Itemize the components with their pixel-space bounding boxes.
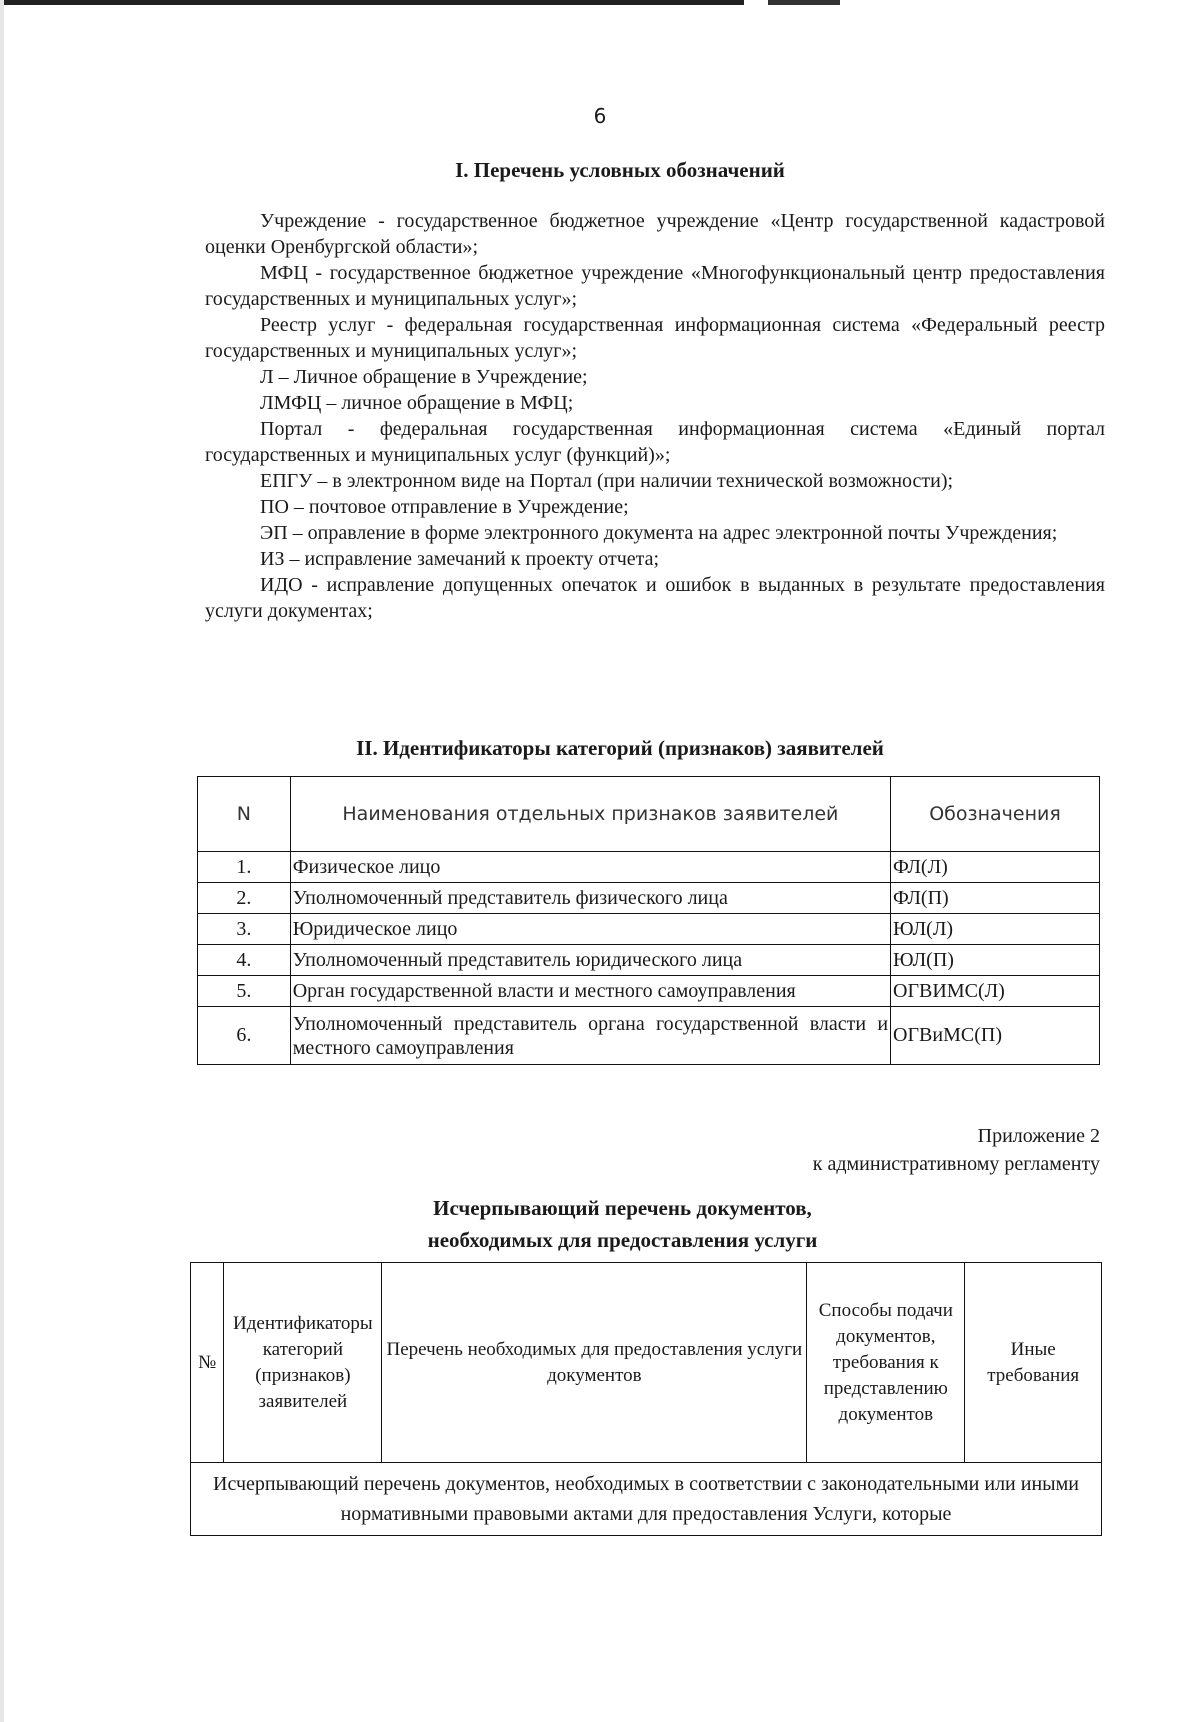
section-2-title: II. Идентификаторы категорий (признаков) заявителей (356, 736, 884, 760)
table-row (198, 1007, 1100, 1065)
table-row (198, 945, 1100, 976)
section-3-title (0, 1192, 1200, 1256)
definition-item: МФЦ - государственное бюджетное учреждение «Многофункциональный центр предоставления государственных и муниципальных услуг»; (205, 262, 1105, 310)
definition-item: ИЗ – исправление замечаний к проекту отчета; (260, 548, 660, 570)
section-1-title: I. Перечень условных обозначений (455, 158, 785, 182)
row-code: ЮЛ(П) (891, 945, 1100, 976)
page-number: 6 (593, 104, 607, 128)
table-row (198, 883, 1100, 914)
row-number: 6. (198, 1007, 291, 1065)
definition-item: Учреждение - государственное бюджетное учреждение «Центр государственной кадастровой оценки Оренбургской области»; (205, 210, 1105, 258)
definition-item: Реестр услуг - федеральная государственная информационная система «Федеральный реестр государственных и муниципальных услуг»; (205, 314, 1105, 362)
header-identifiers: Идентификаторы категорий (признаков) заявителей (224, 1263, 382, 1463)
row-number: 2. (198, 883, 291, 914)
definition-item: ЕПГУ – в электронном виде на Портал (при наличии технической возможности); (260, 470, 954, 492)
row-number: 4. (198, 945, 291, 976)
definition-item: ЛМФЦ – личное обращение в МФЦ; (260, 392, 574, 414)
table-row (198, 914, 1100, 945)
header-other-requirements: Иные требования (965, 1263, 1102, 1463)
definitions-list (205, 208, 1105, 624)
row-code: ОГВИМС(Л) (891, 976, 1100, 1007)
header-code: Обозначения (891, 777, 1100, 852)
row-number: 3. (198, 914, 291, 945)
definition-item: ИДО - исправление допущенных опечаток и ошибок в выданных в результате предоставления услуги документах; (205, 574, 1105, 622)
header-number: № (191, 1263, 224, 1463)
documents-table (190, 1262, 1102, 1536)
definition-item: Портал - федеральная государственная информационная система «Единый портал государственных и муниципальных услуг (функций)»; (205, 418, 1105, 466)
section-3-title-line: Исчерпывающий перечень документов, (433, 1196, 812, 1220)
table-row (198, 852, 1100, 883)
applicant-categories-table (197, 776, 1100, 1065)
section-3-title-line: необходимых для предоставления услуги (427, 1228, 818, 1252)
table-header-row (191, 1263, 1102, 1463)
row-name: Уполномоченный представитель органа государственной власти и местного самоуправления (290, 1007, 890, 1065)
header-number: N (198, 777, 291, 852)
row-name: Уполномоченный представитель юридического лица (290, 945, 890, 976)
merged-description-cell: Исчерпывающий перечень документов, необходимых в соответствии с законодательными или иными нормативными правовыми актами для предоставления Услуги, которые (191, 1463, 1102, 1536)
row-name: Орган государственной власти и местного самоуправления (290, 976, 890, 1007)
definition-item: ПО – почтовое отправление в Учреждение; (260, 496, 629, 518)
row-code: ФЛ(П) (891, 883, 1100, 914)
definition-item: Л – Личное обращение в Учреждение; (260, 366, 588, 388)
table-header-row (198, 777, 1100, 852)
row-code: ФЛ(Л) (891, 852, 1100, 883)
header-name: Наименования отдельных признаков заявителей (290, 777, 890, 852)
appendix-heading (700, 1122, 1100, 1178)
header-submission: Способы подачи документов, требования к представлению документов (807, 1263, 965, 1463)
row-code: ОГВиМС(П) (891, 1007, 1100, 1065)
row-number: 5. (198, 976, 291, 1007)
row-code: ЮЛ(Л) (891, 914, 1100, 945)
row-name: Юридическое лицо (290, 914, 890, 945)
row-number: 1. (198, 852, 291, 883)
appendix-reference: к административному регламенту (812, 1153, 1100, 1175)
appendix-number: Приложение 2 (977, 1125, 1100, 1147)
row-name: Уполномоченный представитель физического лица (290, 883, 890, 914)
definition-item: ЭП – оправление в форме электронного документа на адрес электронной почты Учреждения; (260, 522, 1058, 544)
row-name: Физическое лицо (290, 852, 890, 883)
header-documents: Перечень необходимых для предоставления услуги документов (382, 1263, 807, 1463)
table-row (198, 976, 1100, 1007)
table-row (191, 1463, 1102, 1536)
